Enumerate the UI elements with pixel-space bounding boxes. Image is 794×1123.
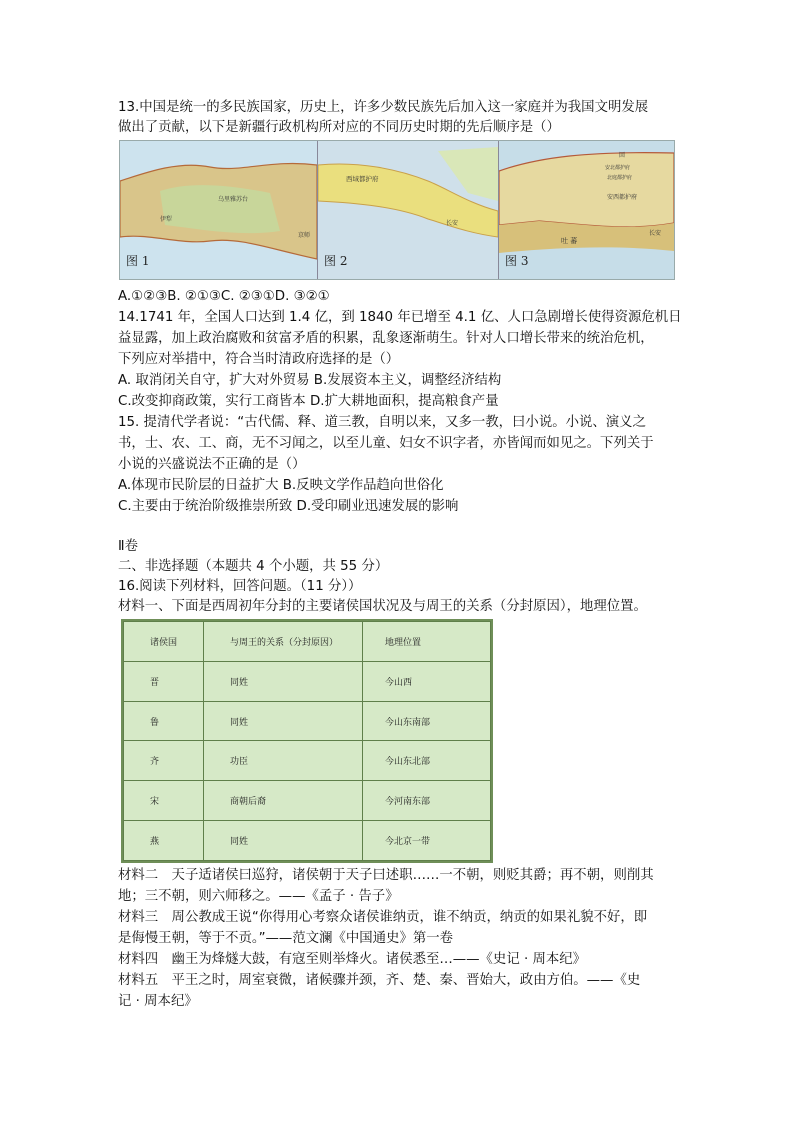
- material-3-line2: 是侮慢王朝，等于不贡。”——范文澜《中国通史》第一卷: [118, 931, 454, 946]
- map-3-label-5: 吐 蕃: [561, 237, 578, 245]
- q14-text-line2: 益显露，加上政治腐败和贫富矛盾的积累，乱象逐渐萌生。针对人口增长带来的统治危机，: [118, 331, 654, 346]
- table-row: [124, 701, 491, 741]
- q15-options-line2: C.主要由于统治阶级推崇所致 D.受印刷业迅速发展的影响: [118, 499, 459, 514]
- table-cell: 齐: [124, 741, 204, 781]
- part-2-title: Ⅱ卷: [118, 539, 138, 554]
- map-1-graphic: [120, 141, 317, 279]
- table-cell: 同姓: [204, 661, 363, 701]
- map-2-caption: 图 2: [324, 254, 348, 268]
- map-1-caption: 图 1: [126, 254, 150, 268]
- map-3-label-2: 安北都护府: [605, 165, 631, 171]
- table-header: 与周王的关系（分封原因）: [204, 622, 363, 662]
- table-cell: 今山东南部: [363, 701, 491, 741]
- table-header: 诸侯国: [124, 622, 204, 662]
- table-row: [124, 741, 491, 781]
- table-cell: 燕: [124, 821, 204, 861]
- table-cell: 今北京一带: [363, 821, 491, 861]
- table-header: 地理位置: [363, 622, 491, 662]
- table-cell: 晋: [124, 661, 204, 701]
- material-5-line1: 材料五 平王之时，周室衰微，诸候骤并颈，齐、楚、秦、晋始大，政由方伯。——《史: [118, 973, 641, 988]
- map-2-label-2: 长安: [446, 220, 459, 227]
- table-cell: 宋: [124, 781, 204, 821]
- map-3-label-6: 长安: [649, 230, 662, 237]
- table-row: [124, 781, 491, 821]
- q13-text-line2: 做出了贡献，以下是新疆行政机构所对应的不同历史时期的先后顺序是（）: [118, 120, 560, 135]
- q15-text-line3: 小说的兴盛说法不正确的是（）: [118, 457, 306, 472]
- map-3-label-4: 安西都护府: [607, 194, 638, 201]
- q15-text-line1: 15. 提清代学者说：“古代儒、释、道三教，自明以来，又多一教，曰小说。小说、演义之: [118, 415, 646, 430]
- map-2-label-1: 西域都护府: [346, 175, 379, 183]
- table-cell: 同姓: [204, 701, 363, 741]
- map-figure-2: [318, 141, 499, 279]
- map-3-label-3: 北庭都护府: [607, 175, 633, 181]
- table-row: [124, 821, 491, 861]
- q13-options: A.①②③B. ②①③C. ②③①D. ③②①: [118, 289, 330, 304]
- section-heading: 二、非选择题（本题共 4 个小题，共 55 分）: [118, 559, 389, 574]
- material-4: 材料四 幽王为烽燧大鼓，有寇至则举烽火。诸侯悉至…——《史记 · 周本纪》: [118, 952, 587, 967]
- map-3-label-1: 回: [619, 152, 626, 159]
- table-cell: 今河南东部: [363, 781, 491, 821]
- table-cell: 鲁: [124, 701, 204, 741]
- fiefdom-table: [121, 619, 493, 863]
- q16-prompt: 16.阅读下列材料，回答问题。（11 分））: [118, 579, 362, 594]
- table-cell: 今山西: [363, 661, 491, 701]
- q13-text-line1: 13.中国是统一的多民族国家，历史上，许多少数民族先后加入这一家庭并为我国文明发展: [118, 100, 649, 115]
- table-cell: 今山东北部: [363, 741, 491, 781]
- material-5-line2: 记 · 周本纪》: [118, 994, 198, 1009]
- q15-options-line1: A.体现市民阶层的日益扩大 B.反映文学作品趋向世俗化: [118, 478, 444, 493]
- table-cell: 同姓: [204, 821, 363, 861]
- map-figure-1: [120, 141, 318, 279]
- table-header-row: [124, 622, 491, 662]
- material-1-intro: 材料一、下面是西周初年分封的主要诸侯国状况及与周王的关系（分封原因），地理位置。: [118, 599, 647, 614]
- map-figure-3: [499, 141, 674, 279]
- q13-map-strip: [119, 140, 675, 280]
- material-2-line2: 地；三不朝，则六师移之。——《孟子 · 告子》: [118, 889, 399, 904]
- q14-text-line3: 下列应对举措中，符合当时清政府选择的是（）: [118, 352, 400, 367]
- q14-options-line2: C.改变抑商政策，实行工商皆本 D.扩大耕地面积，提高粮食产量: [118, 394, 499, 409]
- q15-text-line2: 书，士、农、工、商，无不习闻之，以至儿童、妇女不识字者，亦皆闻而如见之。下列关于: [118, 436, 654, 451]
- table-cell: 功臣: [204, 741, 363, 781]
- q14-text-line1: 14.1741 年，全国人口达到 1.4 亿，到 1840 年已增至 4.1 亿、人口急剧增长使得资源危机日: [118, 310, 682, 325]
- material-3-line1: 材料三 周公教成王说“你得用心考察众诸侯谁纳贡，谁不纳贡，纳贡的如果礼貌不好，即: [118, 910, 648, 925]
- q14-options-line1: A. 取消闭关自守，扩大对外贸易 B.发展资本主义，调整经济结构: [118, 373, 502, 388]
- table-cell: 商朝后裔: [204, 781, 363, 821]
- map-3-caption: 图 3: [505, 254, 529, 268]
- map-1-label-1: 乌里雅苏台: [218, 196, 249, 203]
- map-1-label-2: 伊犁: [160, 216, 173, 223]
- map-1-label-3: 京师: [298, 232, 311, 239]
- table-row: [124, 661, 491, 701]
- material-2-line1: 材料二 天子适诸侯曰巡狩，诸侯朝于天子曰述职……一不朝，则贬其爵；再不朝，则削其: [118, 868, 654, 883]
